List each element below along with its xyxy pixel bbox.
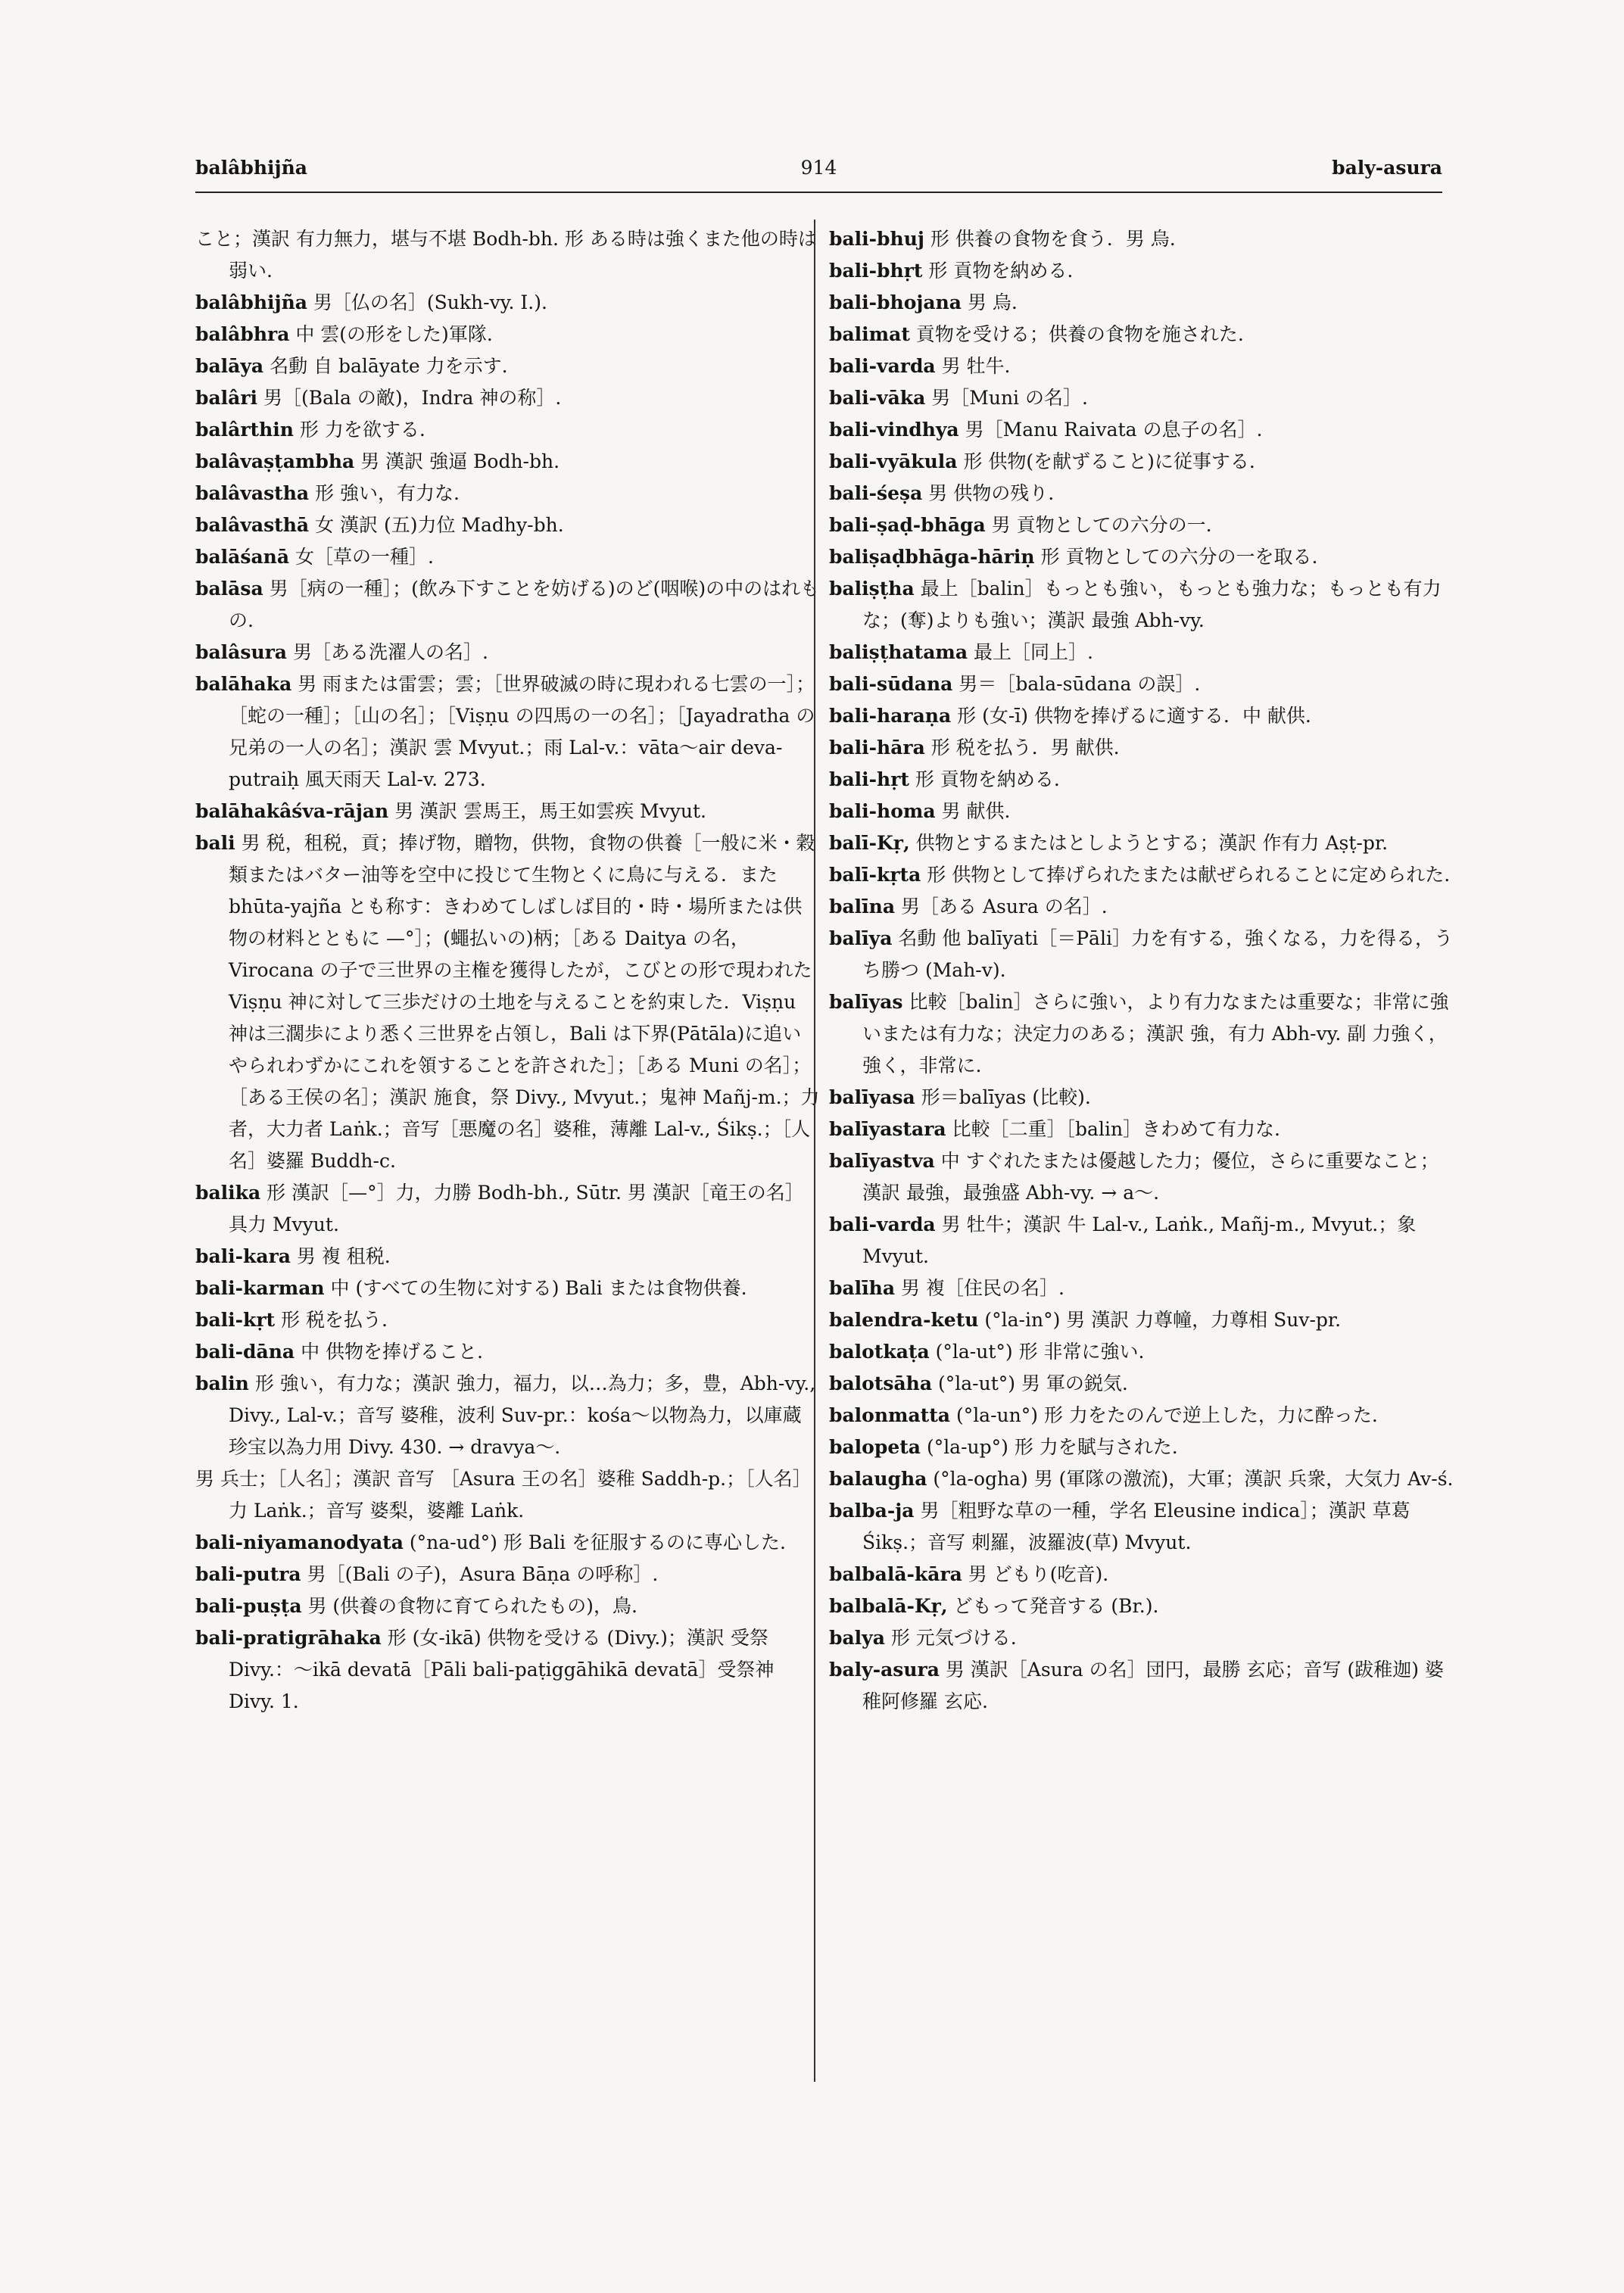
entry-definition: 男［ある洗濯人の名］. — [292, 641, 488, 663]
entry-definition: (°la-in°) 男 漢訳 力尊幢，力尊相 Suv-pr. — [984, 1309, 1342, 1331]
dictionary-entry — [829, 891, 1454, 923]
entry-headword: balāhaka — [195, 673, 292, 695]
entry-definition: 比較［balin］さらに強い，より有力なまたは重要な；非常に強いまたは有力な；決定力のある；漢訳 強，有力 Abh-vy. 副 力強く，強く，非常に. — [862, 991, 1449, 1076]
entry-definition: 男 税，租税，貢；捧げ物，贈物，供物，食物の供養［一般に米・穀類またはバター油等を空中に投じて生物とくに鳥に与える．また bhūta-yajña とも称す：きわめてしばしば目的・時・場所または供物の材料とともに —°］；(蠅払いの)柄；［ある Daitya の名，Virocana の子で三世界の主権を獲得したが，こびとの形で現われた Viṣṇu 神に対して三歩だけの土地を与えることを約束した．Viṣṇu 神は三濶歩により悉く三世界を占領し，Bali は下界(Pātāla)に追いやられわずかにこれを領することを許された］；［ある Muni の名］；［ある王侯の名］；漢訳 施食，祭 Divy., Mvyut.；鬼神 Mañj-m.；力者，大力者 Laṅk.；音写［悪魔の名］婆稚，薄離 Lal-v., Śikṣ.；［人名］婆羅 Buddh-c. — [229, 832, 820, 1172]
entry-headword: baliṣṭha — [829, 578, 915, 600]
dictionary-entry — [829, 668, 1454, 700]
dictionary-entry — [829, 319, 1454, 350]
entry-definition: 男 献供. — [941, 800, 1011, 822]
dictionary-entry — [195, 1241, 820, 1273]
dictionary-entry — [829, 796, 1454, 827]
dictionary-entry — [829, 1145, 1454, 1209]
entry-headword: bali-puṣṭa — [195, 1595, 302, 1617]
entry-definition: 男［(Bala の敵)，Indra 神の称］. — [263, 387, 562, 409]
entry-headword: baliṣaḍbhāga-hāriṇ — [829, 546, 1035, 568]
dictionary-entry — [195, 1463, 820, 1527]
entry-headword: bali-putra — [195, 1563, 301, 1585]
dictionary-entry — [829, 1495, 1454, 1559]
entry-headword: bali-haraṇa — [829, 705, 952, 727]
dictionary-entry — [829, 350, 1454, 382]
entry-headword: bali-karman — [195, 1277, 325, 1299]
dictionary-entry — [829, 1432, 1454, 1463]
entry-headword: balīna — [829, 896, 896, 918]
entry-headword: balâsura — [195, 641, 287, 663]
dictionary-entry — [195, 1527, 820, 1559]
entry-headword: bali-vyākula — [829, 450, 958, 472]
entry-definition: 男 兵士；［人名］；漢訳 音写 ［Asura 王の名］婆稚 Saddh-p.；［人名］力 Laṅk.；音写 婆梨，婆離 Laṅk. — [195, 1468, 812, 1522]
entry-definition: 貢物を受ける；供養の食物を施された. — [915, 323, 1244, 345]
entry-definition: 男 烏. — [967, 291, 1018, 313]
entry-definition: 男［ある Asura の名］. — [901, 896, 1108, 918]
entry-headword: balârthin — [195, 419, 294, 441]
entry-definition: 男 牡牛. — [941, 355, 1011, 377]
dictionary-entry — [195, 1559, 820, 1590]
dictionary-entry — [829, 859, 1454, 891]
dictionary-entry — [829, 1400, 1454, 1432]
entry-definition: 名動 他 balīyati［＝Pāli］力を有する，強くなる，力を得る，うち勝つ (Mah-v). — [862, 927, 1453, 981]
entry-headword: balin — [195, 1372, 249, 1394]
entry-headword: balopeta — [829, 1436, 921, 1458]
entry-definition: (°la-ogha) 男 (軍隊の激流)，大軍；漢訳 兵衆，大気力 Av-ś. — [933, 1468, 1454, 1490]
entry-headword: balīha — [829, 1277, 896, 1299]
dictionary-entry — [195, 1273, 820, 1304]
entry-headword: balâvaṣṭambha — [195, 450, 355, 472]
entry-headword: balī-kṛta — [829, 864, 921, 886]
entry-definition: 男 漢訳 強逼 Bodh-bh. — [360, 450, 560, 472]
dictionary-entry — [829, 509, 1454, 541]
dictionary-entry — [195, 382, 820, 414]
dictionary-entry — [829, 764, 1454, 796]
entry-definition: (°la-un°) 形 力をたのんで逆上した，力に酔った. — [955, 1404, 1378, 1426]
entry-definition: 男 供物の残り. — [928, 482, 1055, 504]
dictionary-entry — [195, 573, 820, 637]
entry-headword: balīyastva — [829, 1150, 935, 1172]
entry-definition: 男 雨または雷雲；雲；［世界破滅の時に現われる七雲の一］；［蛇の一種］；［山の名］；［Viṣṇu の四馬の一の名］；［Jayadratha の兄弟の一人の名］；漢訳 雲 Mvyut.；雨 Lal-v.：vāta～air deva-putraiḥ 風天雨天 Lal-v. 273. — [229, 673, 815, 790]
entry-headword: balaugha — [829, 1468, 927, 1490]
entry-definition: (°la-ut°) 形 非常に強い. — [935, 1341, 1145, 1363]
entry-definition: 形 税を払う．男 献供. — [930, 737, 1120, 759]
entry-headword: balimat — [829, 323, 910, 345]
entry-definition: 男［仏の名］(Sukh-vy. I.). — [313, 291, 547, 313]
entry-headword: bali-varda — [829, 355, 936, 377]
dictionary-entry — [195, 1304, 820, 1336]
dictionary-entry — [829, 446, 1454, 478]
dictionary-entry — [195, 541, 820, 573]
dictionary-entry — [829, 287, 1454, 319]
entry-headword: bali-dāna — [195, 1341, 295, 1363]
entry-headword: bali-hāra — [829, 737, 925, 759]
entry-definition: (°na-ud°) 形 Bali を征服するのに専心した. — [409, 1531, 786, 1553]
entry-definition: 男［(Bali の子)，Asura Bāṇa の呼称］. — [307, 1563, 659, 1585]
entry-definition: 男 漢訳［Asura の名］団円，最勝 玄応；音写 (跋稚迦) 婆稚阿修羅 玄応. — [862, 1659, 1444, 1712]
dictionary-entry — [829, 1304, 1454, 1336]
dictionary-entry — [829, 1622, 1454, 1654]
entry-headword: balāhakâśva-rājan — [195, 800, 389, 822]
dictionary-entry — [829, 700, 1454, 732]
entry-definition: 男 牡牛；漢訳 牛 Lal-v., Laṅk., Mañj-m., Mvyut.；象 Mvyut. — [862, 1213, 1417, 1267]
entry-definition: 最上［同上］. — [974, 641, 1093, 663]
dictionary-entry — [829, 1114, 1454, 1145]
dictionary-entry — [829, 1463, 1454, 1495]
entry-definition: 最上［balin］もっとも強い，もっとも強力な；もっとも有力な；(奪)よりも強い；漢訳 最強 Abh-vy. — [862, 578, 1442, 631]
entry-definition: 形 貢物を納める. — [915, 768, 1060, 790]
entry-definition: (°la-up°) 形 力を賦与された. — [926, 1436, 1178, 1458]
entry-definition: 男 複［住民の名］. — [901, 1277, 1064, 1299]
entry-definition: 女［草の一種］. — [295, 546, 434, 568]
entry-headword: bali-ṣaḍ-bhāga — [829, 514, 986, 536]
entry-headword: balīya — [829, 927, 893, 949]
entry-definition: 形 貢物としての六分の一を取る. — [1040, 546, 1318, 568]
header-rule — [195, 192, 1442, 193]
page-number: 914 — [800, 157, 837, 179]
entry-headword: balāsa — [195, 578, 263, 600]
right-guide-word: baly-asura — [1332, 157, 1442, 179]
dictionary-entry — [829, 986, 1454, 1082]
dictionary-entry — [195, 1622, 820, 1718]
right-column — [829, 223, 1454, 1718]
entry-headword: balotsāha — [829, 1372, 933, 1394]
entry-headword: balīyastara — [829, 1118, 946, 1140]
entry-definition: 男［病の一種］；(飲み下すことを妨げる)のど(咽喉)の中のはれもの. — [229, 578, 820, 631]
entry-headword: balbalā-kāra — [829, 1563, 962, 1585]
entry-definition: 形 供物(を献ずること)に従事する. — [963, 450, 1255, 472]
entry-definition: 供物とするまたはとしようとする；漢訳 作有力 Aṣṭ-pr. — [915, 832, 1389, 854]
entry-headword: balendra-ketu — [829, 1309, 979, 1331]
dictionary-entry — [829, 382, 1454, 414]
dictionary-entry — [829, 541, 1454, 573]
dictionary-entry — [829, 414, 1454, 446]
entry-definition: 中 すぐれたまたは優越した力；優位，さらに重要なこと；漢訳 最強，最強盛 Abh-vy. → a～. — [862, 1150, 1439, 1204]
entry-headword: bali-varda — [829, 1213, 936, 1235]
entry-headword: bali-sūdana — [829, 673, 953, 695]
entry-headword: balīyas — [829, 991, 903, 1013]
entry-definition: 形 強い，有力な；漢訳 強力，福力，以…為力；多，豊，Abh-vy., Divy., Lal-v.；音写 婆稚，波利 Suv-pr.：kośa～以物為力，以庫蔵珍宝以為力用 Divy. 430. → dravya～． — [229, 1372, 816, 1458]
dictionary-entry — [829, 478, 1454, 509]
dictionary-entry — [195, 350, 820, 382]
entry-definition: 男［粗野な草の一種，学名 Eleusine indica］；漢訳 草葛 Śikṣ.；音写 刺羅，波羅波(草) Mvyut. — [862, 1500, 1410, 1553]
dictionary-entry — [829, 1559, 1454, 1590]
entry-definition: 形 貢物を納める. — [928, 260, 1074, 282]
entry-definition: 形 漢訳［—°］力，力勝 Bodh-bh., Sūtr. 男 漢訳［竜王の名］具力 Mvyut. — [229, 1182, 804, 1235]
entry-headword: bali-kara — [195, 1245, 291, 1267]
entry-headword: bali-bhojana — [829, 291, 962, 313]
entry-definition: 形 力を欲する. — [299, 419, 425, 441]
entry-definition: 形 税を払う. — [281, 1309, 388, 1331]
entry-definition: 男 貢物としての六分の一. — [991, 514, 1212, 536]
dictionary-entry — [195, 223, 820, 287]
entry-headword: balāya — [195, 355, 264, 377]
entry-definition: (°la-ut°) 男 軍の鋭気. — [938, 1372, 1128, 1394]
dictionary-entry — [195, 668, 820, 796]
entry-definition: 女 漢訳 (五)力位 Madhy-bh. — [315, 514, 564, 536]
dictionary-entry — [829, 827, 1454, 859]
entry-definition: 男 (供養の食物に育てられたもの)，鳥. — [307, 1595, 637, 1617]
dictionary-entry — [829, 923, 1454, 986]
dictionary-entry — [829, 1590, 1454, 1622]
entry-headword: balâvasthā — [195, 514, 310, 536]
entry-definition: 男［Muni の名］. — [931, 387, 1088, 409]
dictionary-entry — [195, 1590, 820, 1622]
column-divider — [814, 220, 815, 2082]
entry-definition: 形 強い，有力な. — [315, 482, 460, 504]
entry-headword: balonmatta — [829, 1404, 950, 1426]
entry-headword: balī-Kṛ, — [829, 832, 910, 854]
entry-definition: 中 雲(の形をした)軍隊. — [295, 323, 493, 345]
dictionary-entry — [195, 796, 820, 827]
entry-headword: balīyasa — [829, 1086, 915, 1108]
dictionary-entry — [829, 637, 1454, 668]
entry-headword: balâbhra — [195, 323, 290, 345]
entry-headword: bali-kṛt — [195, 1309, 276, 1331]
left-guide-word: balâbhijña — [195, 157, 307, 179]
entry-headword: balba-ja — [829, 1500, 915, 1522]
entry-definition: 男［Manu Raivata の息子の名］. — [965, 419, 1263, 441]
dictionary-entry — [195, 1336, 820, 1368]
entry-definition: 形 (女-ikā) 供物を受ける (Divy.)；漢訳 受祭 Divy.：～ikā devatā［Pāli bali-paṭiggāhikā devatā］受祭神 Divy. 1. — [229, 1627, 775, 1712]
dictionary-entry — [195, 509, 820, 541]
entry-headword: balâvastha — [195, 482, 310, 504]
entry-headword: balāśanā — [195, 546, 290, 568]
entry-definition: 中 (すべての生物に対する) Bali または食物供養. — [330, 1277, 747, 1299]
dictionary-entry — [829, 1336, 1454, 1368]
entry-definition: 形 供養の食物を食う．男 烏. — [930, 228, 1176, 250]
entry-definition: 形 元気づける. — [890, 1627, 1017, 1649]
entry-definition: 名動 自 balāyate 力を示す. — [270, 355, 508, 377]
dictionary-entry — [195, 1368, 820, 1463]
entry-headword: bali-niyamanodyata — [195, 1531, 404, 1553]
entry-definition: 男 複 租税. — [296, 1245, 391, 1267]
dictionary-entry — [195, 478, 820, 509]
entry-definition: 中 供物を捧げること. — [301, 1341, 483, 1363]
entry-definition: こと；漢訳 有力無力，堪与不堪 Bodh-bh. 形 ある時は強くまた他の時は弱い. — [195, 228, 817, 282]
running-header — [195, 150, 1442, 186]
dictionary-entry — [829, 1654, 1454, 1718]
entry-headword: balbalā-Kṛ, — [829, 1595, 948, 1617]
entry-headword: bali-bhuj — [829, 228, 924, 250]
dictionary-entry — [829, 1209, 1454, 1273]
entry-definition: 男＝［bala-sūdana の誤］. — [959, 673, 1201, 695]
entry-definition: 比較［二重］［balin］きわめて有力な. — [952, 1118, 1280, 1140]
entry-headword: baliṣṭhatama — [829, 641, 968, 663]
dictionary-entry — [195, 319, 820, 350]
dictionary-entry — [195, 414, 820, 446]
dictionary-entry — [829, 1273, 1454, 1304]
dictionary-entry — [829, 573, 1454, 637]
entry-headword: bali — [195, 832, 235, 854]
dictionary-entry — [829, 255, 1454, 287]
entry-headword: bali-hṛt — [829, 768, 909, 790]
entry-definition: 形 供物として捧げられたまたは献ぜられることに定められた. — [927, 864, 1451, 886]
entry-definition: 男 漢訳 雲馬王，馬王如雲疾 Mvyut. — [394, 800, 706, 822]
entry-headword: bali-homa — [829, 800, 936, 822]
entry-headword: baly-asura — [829, 1659, 940, 1681]
entry-headword: bali-śeṣa — [829, 482, 923, 504]
entry-headword: bali-pratigrāhaka — [195, 1627, 382, 1649]
dictionary-entry — [829, 1368, 1454, 1400]
left-column — [195, 223, 820, 1718]
entry-headword: bali-bhṛt — [829, 260, 923, 282]
entry-headword: bali-vāka — [829, 387, 926, 409]
dictionary-entry — [195, 1177, 820, 1241]
entry-definition: 形＝balīyas (比較). — [921, 1086, 1091, 1108]
dictionary-entry — [195, 827, 820, 1177]
dictionary-entry — [195, 287, 820, 319]
entry-headword: balotkaṭa — [829, 1341, 930, 1363]
dictionary-entry — [195, 637, 820, 668]
entry-definition: 男 どもり(吃音). — [968, 1563, 1109, 1585]
dictionary-entry — [195, 446, 820, 478]
entry-headword: balâri — [195, 387, 258, 409]
entry-definition: どもって発音する (Br.). — [953, 1595, 1159, 1617]
entry-headword: balika — [195, 1182, 261, 1204]
entry-headword: balâbhijña — [195, 291, 307, 313]
dictionary-entry — [829, 1082, 1454, 1114]
dictionary-entry — [829, 732, 1454, 764]
entry-definition: 形 (女-ī) 供物を捧げるに適する．中 献供. — [957, 705, 1311, 727]
dictionary-entry — [829, 223, 1454, 255]
entry-headword: bali-vindhya — [829, 419, 959, 441]
entry-headword: balya — [829, 1627, 885, 1649]
